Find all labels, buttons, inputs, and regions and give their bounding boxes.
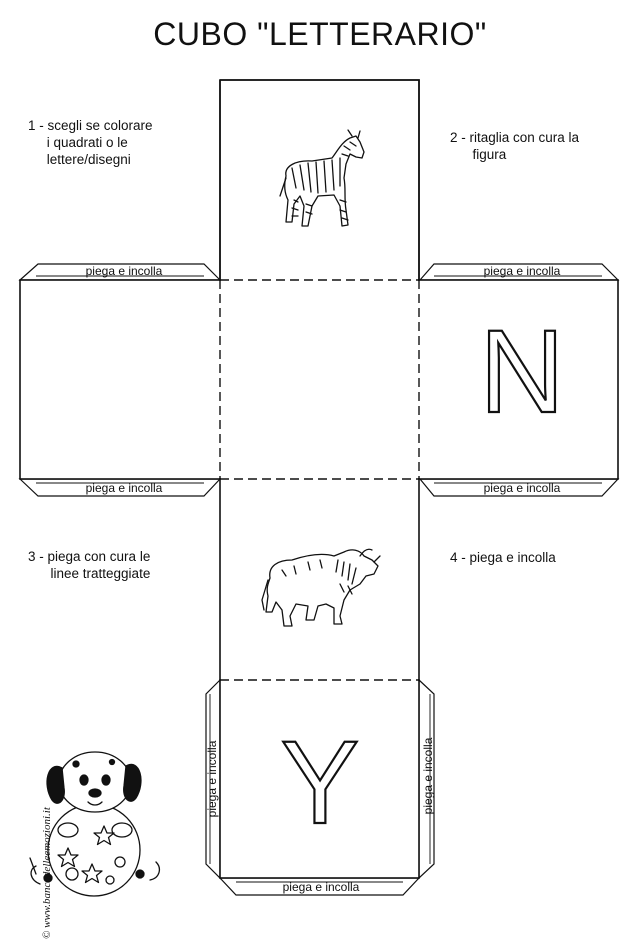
flap-label-bottom-right: piega e incolla xyxy=(483,481,561,495)
flap-label-top-left: piega e incolla xyxy=(85,264,163,278)
letter-n: N xyxy=(479,306,565,438)
face-left xyxy=(20,280,220,479)
flap-label-bottom-left: piega e incolla xyxy=(85,481,163,495)
face-middle xyxy=(220,479,419,680)
face-center xyxy=(220,280,419,479)
page-title: CUBO "LETTERARIO" xyxy=(153,16,487,52)
step-3-text: 3 - piega con cura le linee tratteggiate xyxy=(28,549,151,581)
flap-label-side-left: piega e incolla xyxy=(205,740,219,818)
flap-label-side-right: piega e incolla xyxy=(421,737,435,815)
step-1-text: 1 - scegli se colorare i quadrati o le lettere/disegni xyxy=(28,118,153,167)
step-4-text: 4 - piega e incolla xyxy=(450,550,556,565)
letter-y: Y xyxy=(280,717,360,849)
step-2-text: 2 - ritaglia con cura la figura xyxy=(450,130,580,162)
flap-label-top-right: piega e incolla xyxy=(483,264,561,278)
face-top xyxy=(220,80,419,280)
copyright-credit: © www.bancadelleemozioni.it xyxy=(41,807,53,939)
flap-label-bottom: piega e incolla xyxy=(282,880,360,894)
